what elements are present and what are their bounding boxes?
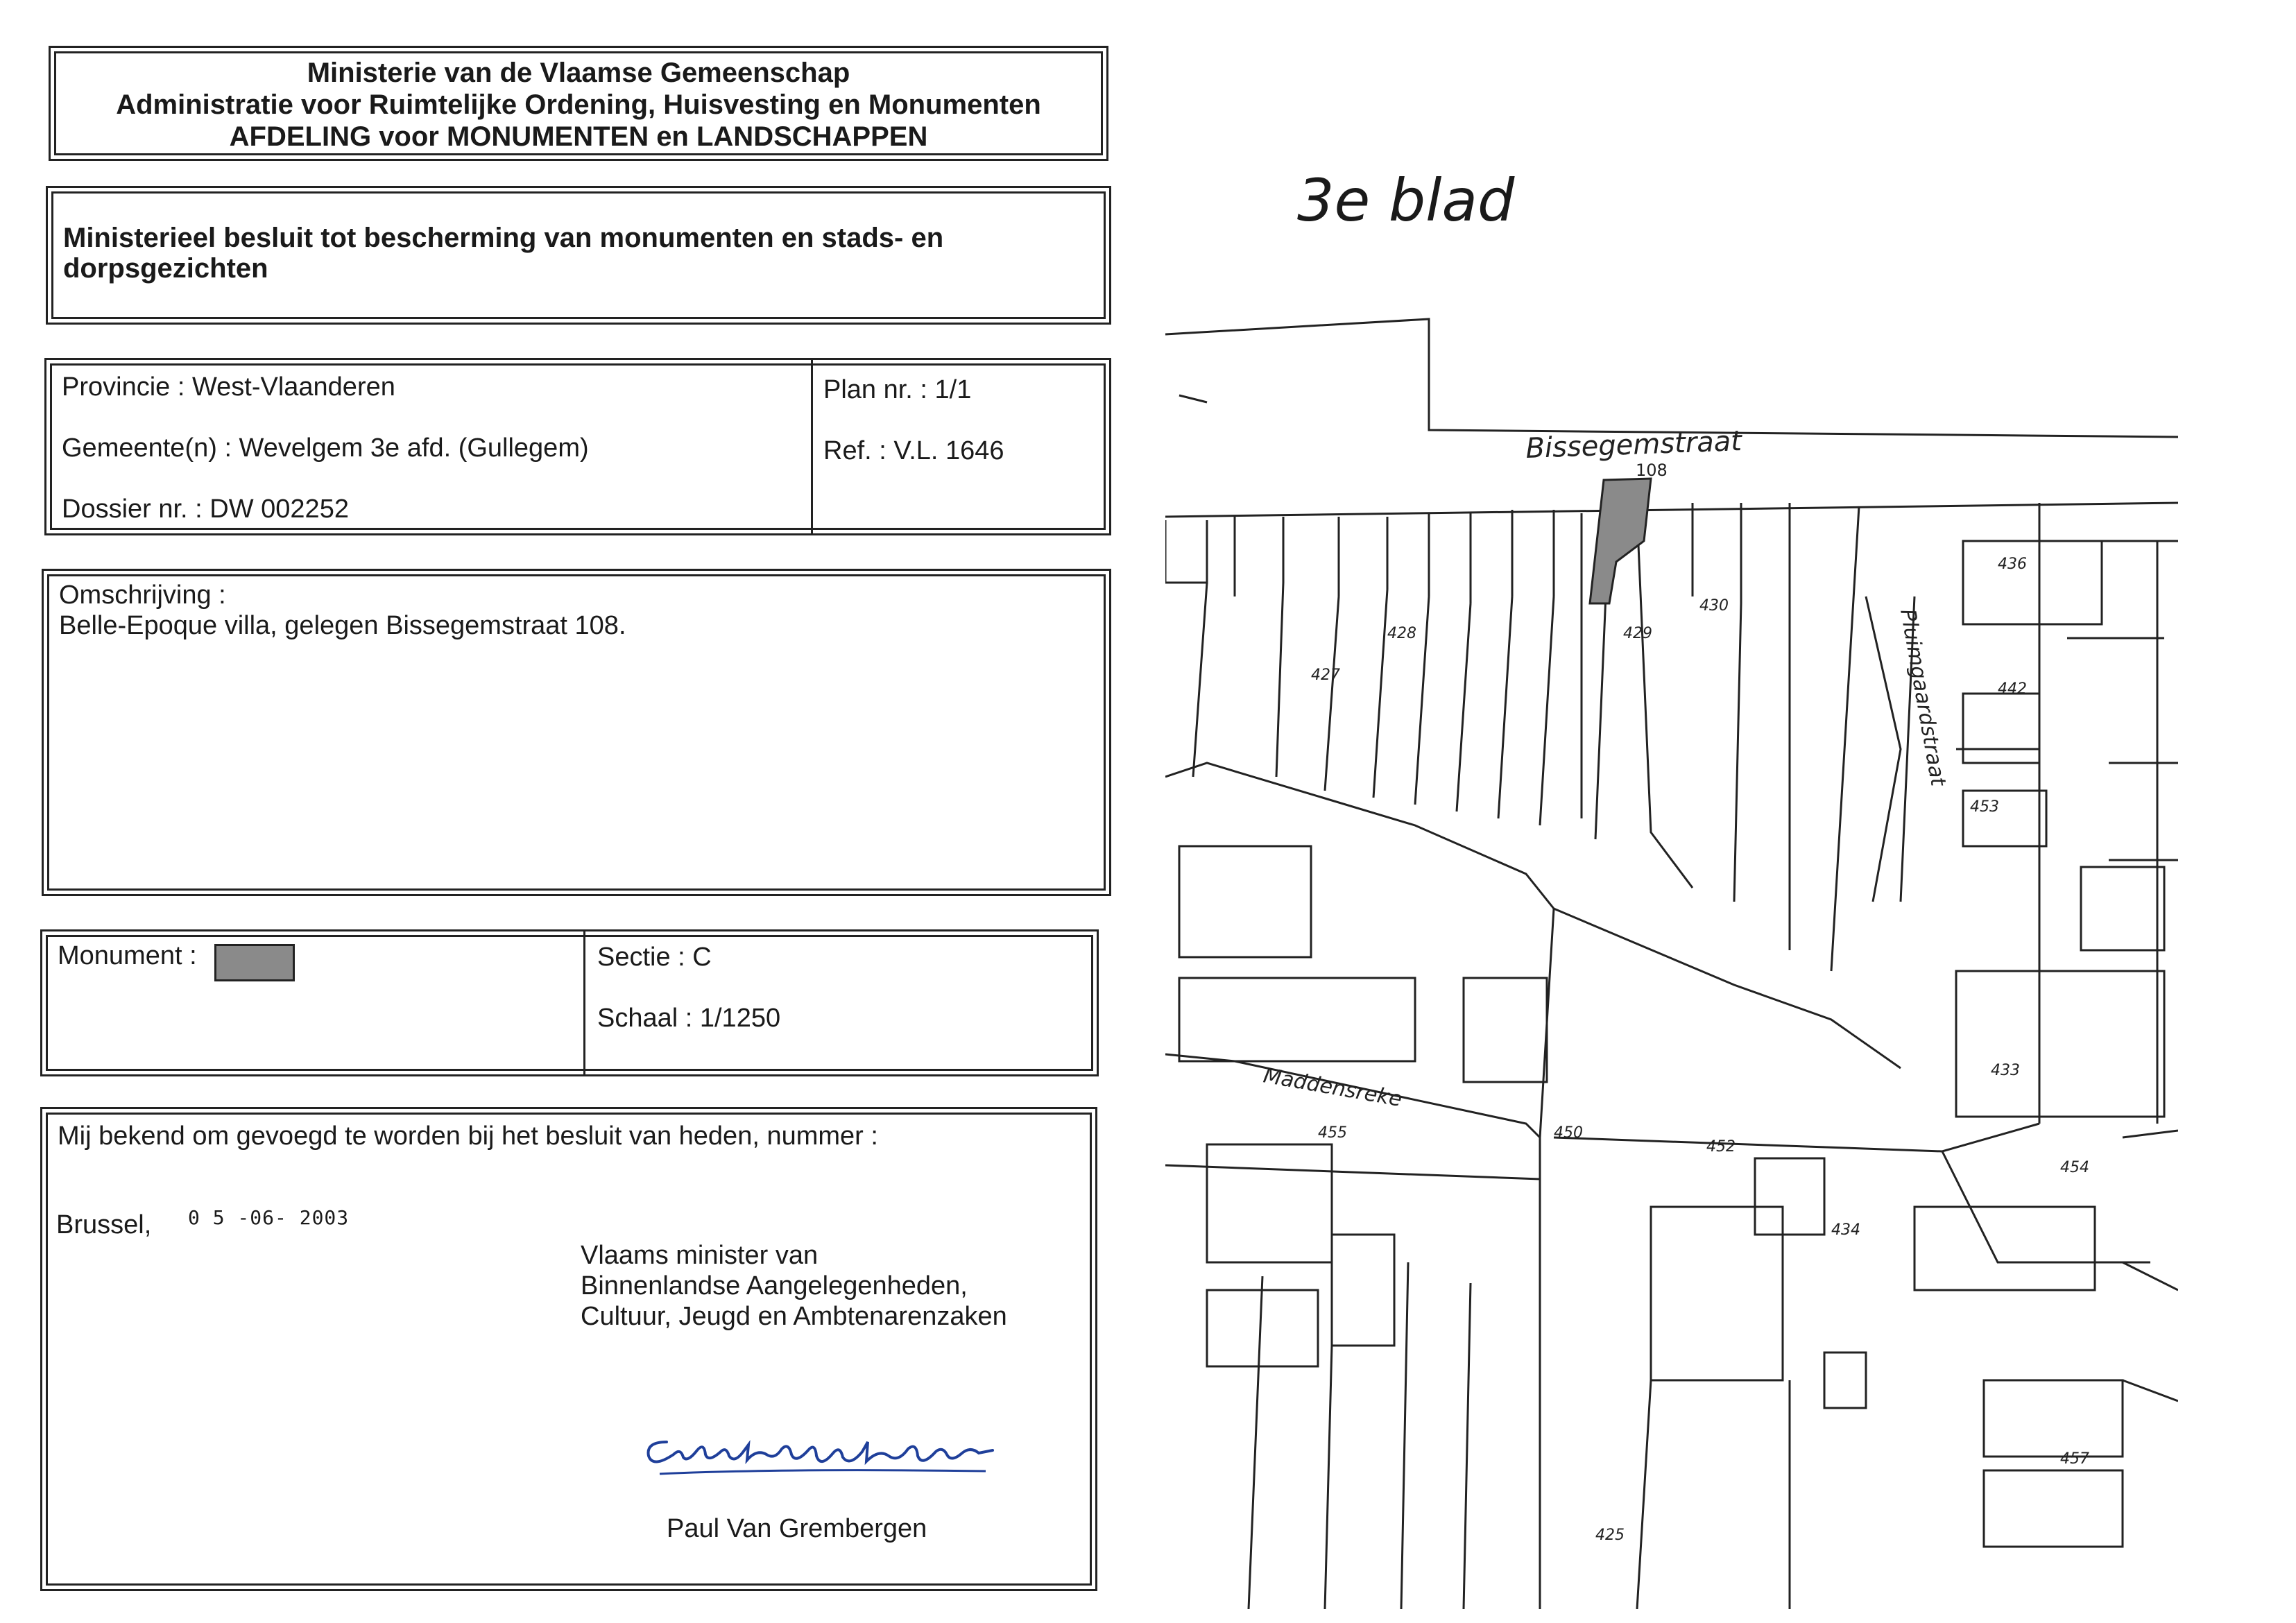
parcel-label: 434 (1831, 1221, 1860, 1239)
gemeente-field: Gemeente(n) : Wevelgem 3e afd. (Gullegem) (62, 433, 589, 463)
parcel-label: 425 (1595, 1527, 1625, 1544)
monument-legend-swatch (214, 944, 295, 981)
provincie-field: Provincie : West-Vlaanderen (62, 372, 395, 402)
parcel-label: 429 (1623, 625, 1652, 642)
monument-parcel-108 (1590, 479, 1651, 603)
parcel-label: 433 (1991, 1062, 2020, 1079)
ref-field: Ref. : V.L. 1646 (823, 436, 1004, 465)
signature-date-stamp: 0 5 -06- 2003 (188, 1206, 350, 1229)
sectie-field: Sectie : C (597, 943, 712, 972)
parcel-label: 457 (2060, 1450, 2089, 1468)
decree-title-line-2: dorpsgezichten (63, 253, 268, 284)
parcel-label: 427 (1311, 667, 1340, 684)
schaal-field: Schaal : 1/1250 (597, 1004, 781, 1033)
minister-role-1: Vlaams minister van (581, 1241, 819, 1270)
minister-name: Paul Van Grembergen (667, 1514, 927, 1543)
parcel-label: 436 (1998, 556, 2027, 573)
description-label: Omschrijving : (59, 581, 226, 610)
parcel-label: 455 (1318, 1124, 1347, 1142)
parcel-label: 453 (1970, 798, 1999, 816)
street-pluimgaardstraat: Pluimgaardstraat (1895, 607, 1951, 788)
parcel-label: 452 (1706, 1138, 1736, 1156)
parcel-label: 454 (2060, 1159, 2089, 1176)
description-text: Belle-Epoque villa, gelegen Bissegemstraat 108. (59, 611, 626, 640)
signature-box (40, 1107, 1097, 1591)
header-line-2: Administratie voor Ruimtelijke Ordening, Huisvesting en Monumenten (116, 89, 1041, 120)
header-line-1: Ministerie van de Vlaamse Gemeenschap (307, 58, 850, 88)
street-bissegemstraat: Bissegemstraat (1525, 425, 1742, 465)
description-box (42, 569, 1111, 896)
sheet-label: 3e blad (1297, 166, 1515, 234)
decree-title-box (46, 186, 1111, 325)
parcel-label: 430 (1699, 597, 1729, 615)
monument-divider (583, 931, 585, 1074)
parcel-label: 428 (1387, 625, 1416, 642)
parcel-label: 442 (1998, 680, 2027, 698)
dossier-field: Dossier nr. : DW 002252 (62, 495, 349, 524)
ministry-header (49, 46, 1108, 161)
plan-field: Plan nr. : 1/1 (823, 375, 972, 404)
minister-role-2: Binnenlandse Aangelegenheden, (581, 1271, 968, 1300)
location-info-box (44, 358, 1111, 535)
monument-label: Monument : (58, 941, 197, 970)
house-number-108: 108 (1636, 461, 1668, 480)
monument-box (40, 929, 1099, 1076)
street-maddensreke: Maddensreke (1261, 1063, 1404, 1112)
header-line-3: AFDELING voor MONUMENTEN en LANDSCHAPPEN (229, 121, 928, 152)
info-divider (811, 360, 813, 533)
cadastral-map (1165, 153, 2178, 1609)
parcel-label: 450 (1554, 1124, 1583, 1142)
signature-intro: Mij bekend om gevoegd te worden bij het besluit van heden, nummer : (58, 1122, 878, 1151)
signature-place: Brussel, (56, 1210, 152, 1239)
handwritten-signature (639, 1414, 1013, 1484)
minister-role-3: Cultuur, Jeugd en Ambtenarenzaken (581, 1302, 1007, 1331)
decree-title-line-1: Ministerieel besluit tot bescherming van monumenten en stads- en (63, 223, 944, 253)
